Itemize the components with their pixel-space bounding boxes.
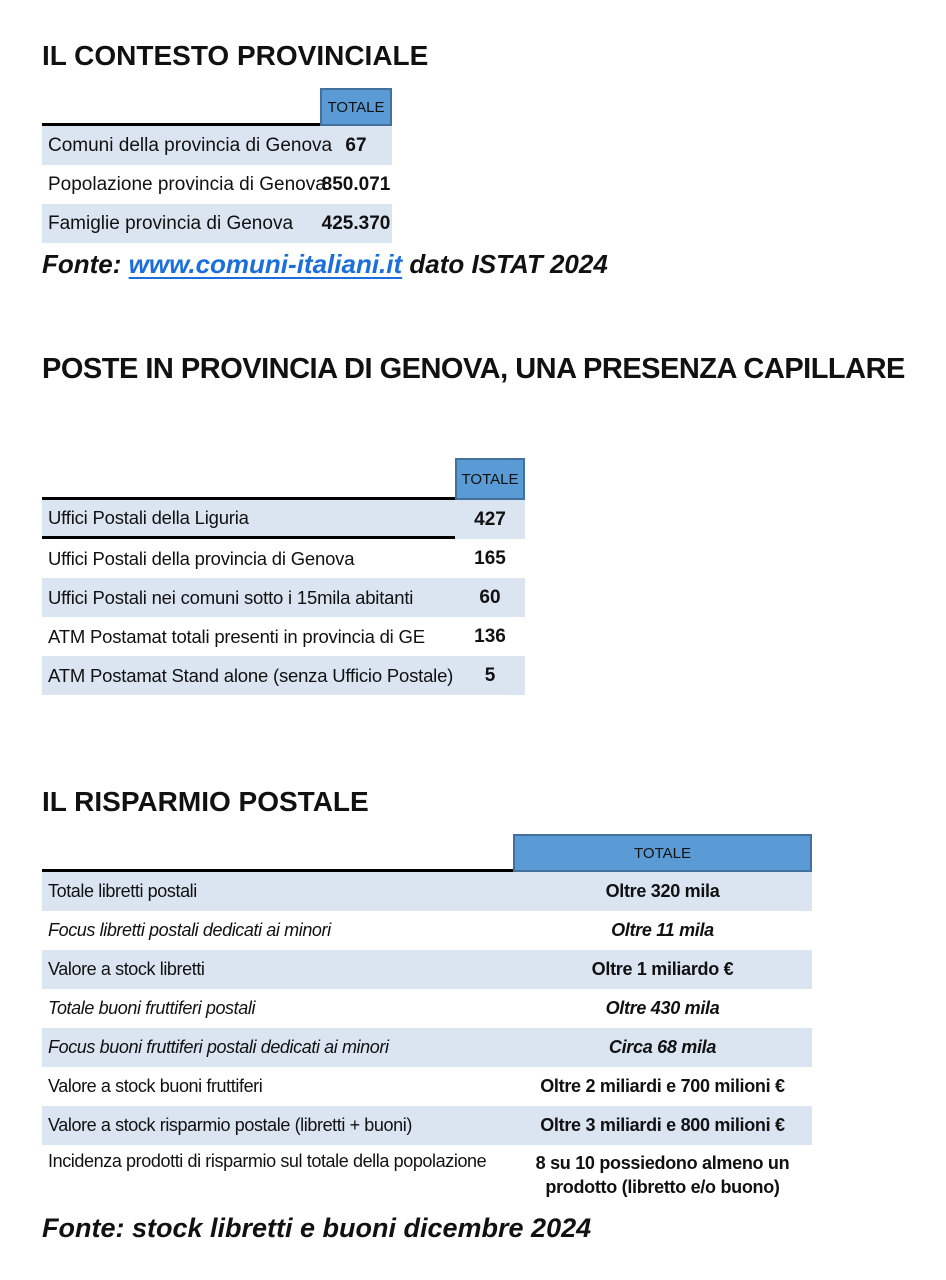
source-prefix: Fonte: — [42, 249, 129, 279]
row-label: Focus libretti postali dedicati ai minori — [48, 920, 331, 940]
table-row — [42, 204, 392, 243]
row-value: 67 — [345, 134, 367, 156]
table-row — [42, 950, 812, 989]
table-row — [42, 617, 525, 656]
source-line-risparmio: Fonte: stock libretti e buoni dicembre 2024 — [42, 1213, 592, 1243]
totale-header: TOTALE — [455, 458, 525, 500]
row-label: Comuni della provincia di Genova — [48, 134, 333, 156]
context-table-header-row — [42, 88, 392, 126]
row-value: 425.370 — [321, 212, 391, 234]
row-value: 136 — [474, 625, 506, 647]
section-title-contesto: IL CONTESTO PROVINCIALE — [42, 40, 429, 71]
row-value: Oltre 430 mila — [605, 998, 720, 1018]
row-value: Oltre 320 mila — [605, 881, 720, 901]
section-title-risparmio: IL RISPARMIO POSTALE — [42, 786, 369, 817]
table-row — [42, 500, 525, 539]
row-label: Valore a stock libretti — [48, 959, 205, 979]
row-label: ATM Postamat Stand alone (senza Ufficio Postale) — [48, 664, 454, 686]
totale-header: TOTALE — [320, 88, 392, 126]
risparmio-table-header-row — [42, 834, 812, 872]
row-value: Circa 68 mila — [608, 1037, 717, 1057]
source-line-contesto — [42, 249, 608, 280]
row-value: 165 — [474, 547, 506, 569]
row-value: 8 su 10 possiedono almeno un prodotto (libretto e/o buono) — [535, 1153, 790, 1197]
table-row — [42, 578, 525, 617]
table-row — [42, 656, 525, 695]
poste-table — [42, 458, 525, 695]
row-label: Totale libretti postali — [48, 881, 197, 901]
header-spacer — [42, 834, 513, 872]
row-value: Oltre 11 mila — [611, 920, 714, 940]
row-value: Oltre 1 miliardo € — [591, 959, 734, 979]
totale-header: TOTALE — [513, 834, 812, 872]
row-label: Popolazione provincia di Genova — [48, 173, 326, 195]
row-label: Uffici Postali della Liguria — [42, 500, 455, 539]
row-label: Totale buoni fruttiferi postali — [48, 998, 256, 1018]
table-row — [42, 911, 812, 950]
row-label: Famiglie provincia di Genova — [48, 212, 294, 234]
row-value: 427 — [474, 508, 506, 530]
context-table — [42, 88, 392, 243]
header-spacer — [42, 458, 455, 500]
row-label: Focus buoni fruttiferi postali dedicati ai minori — [48, 1037, 389, 1057]
source-link[interactable]: www.comuni-italiani.it — [128, 249, 403, 279]
table-row — [42, 1028, 812, 1067]
table-row — [42, 539, 525, 578]
table-row — [42, 872, 812, 911]
row-value: Oltre 2 miliardi e 700 milioni € — [540, 1076, 785, 1096]
row-label: Incidenza prodotti di risparmio sul totale della popolazione — [48, 1151, 487, 1171]
row-label: Valore a stock risparmio postale (libretti + buoni) — [48, 1115, 412, 1135]
header-spacer — [42, 88, 320, 126]
row-label: Uffici Postali della provincia di Genova — [48, 547, 355, 569]
row-value: 5 — [484, 664, 496, 686]
table-row — [42, 989, 812, 1028]
row-value: 60 — [479, 586, 501, 608]
section-title-poste: POSTE IN PROVINCIA DI GENOVA, UNA PRESENZA CAPILLARE — [42, 353, 905, 385]
table-row — [42, 1067, 812, 1106]
table-row — [42, 165, 392, 204]
row-label: Uffici Postali nei comuni sotto i 15mila abitanti — [48, 586, 414, 608]
row-value: Oltre 3 miliardi e 800 milioni € — [540, 1115, 785, 1135]
row-value: 850.071 — [321, 173, 391, 195]
risparmio-table — [42, 834, 812, 1209]
table-row — [42, 1145, 812, 1209]
table-row — [42, 1106, 812, 1145]
row-label: ATM Postamat totali presenti in provincia di GE — [48, 625, 425, 647]
table-row — [42, 126, 392, 165]
poste-table-header-row — [42, 458, 525, 500]
row-label: Valore a stock buoni fruttiferi — [48, 1076, 263, 1096]
source-suffix: dato ISTAT 2024 — [402, 249, 608, 279]
